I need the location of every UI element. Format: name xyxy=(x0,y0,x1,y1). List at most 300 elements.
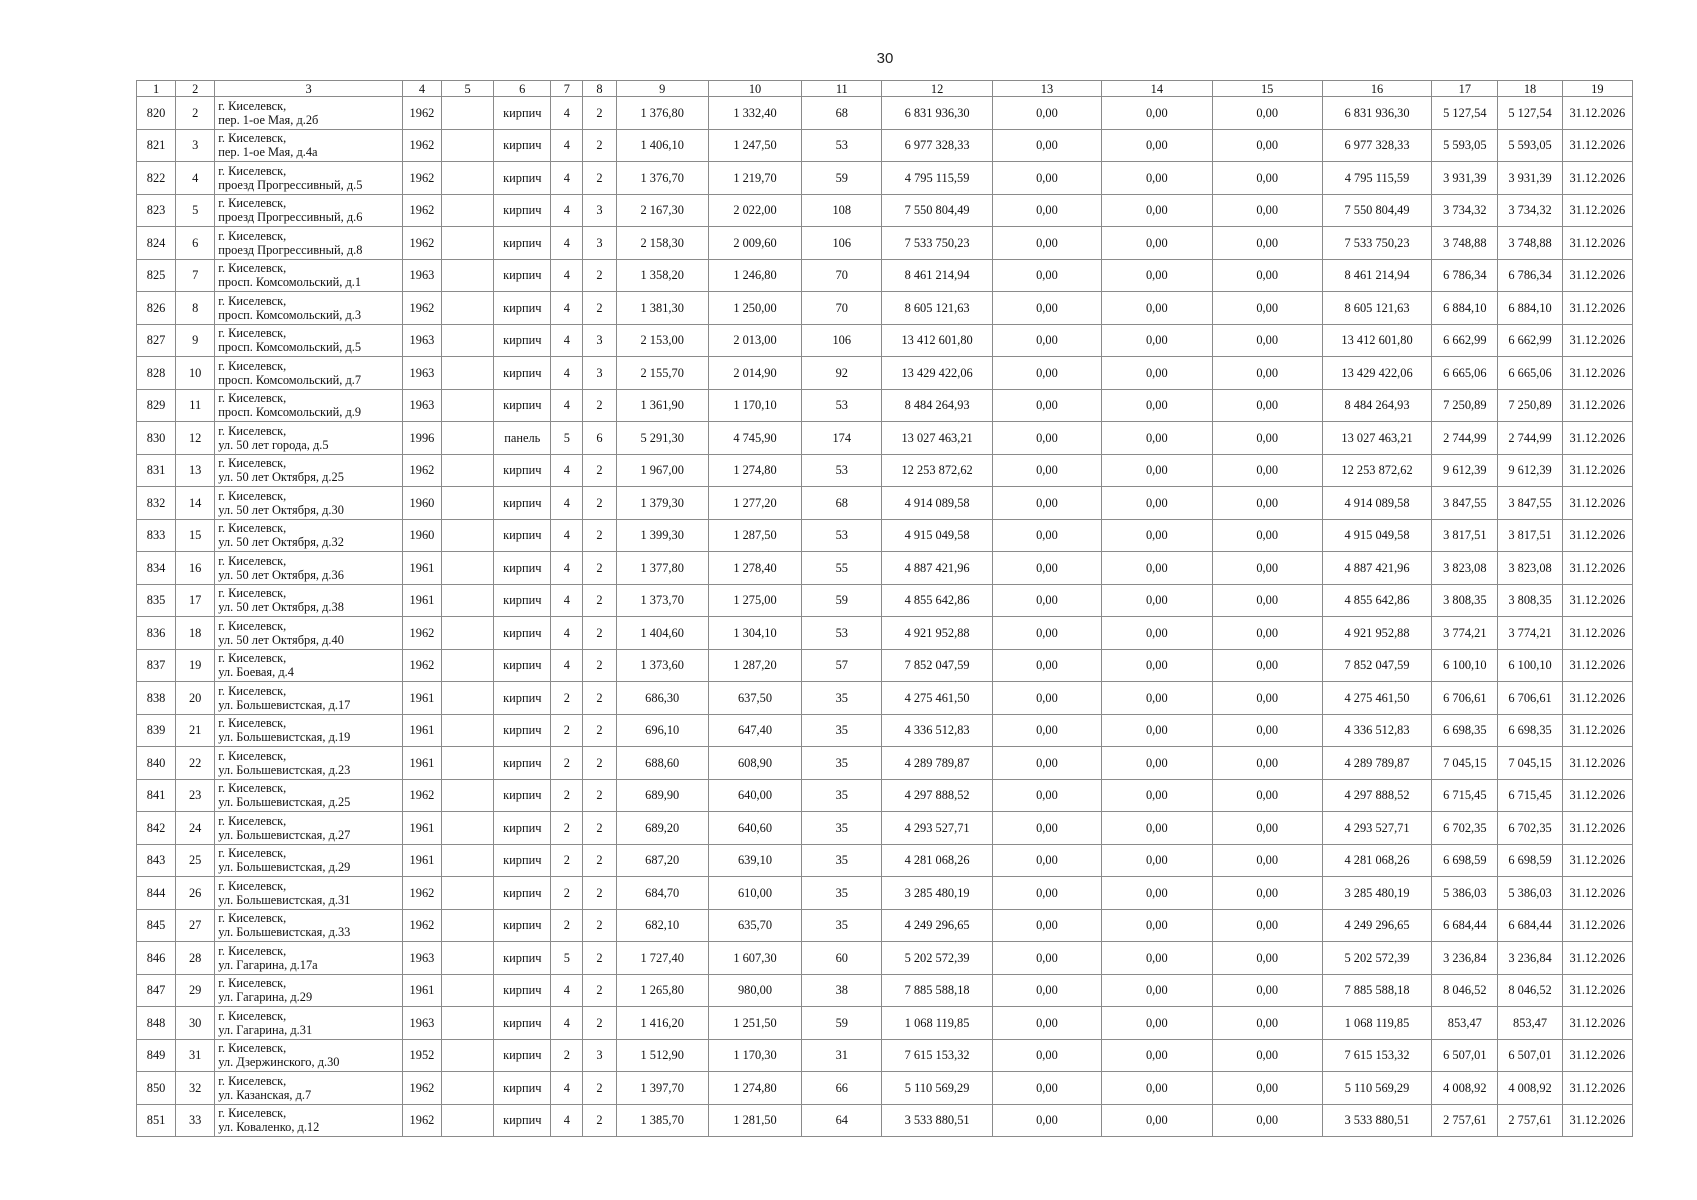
cell-residents: 53 xyxy=(802,389,882,422)
cell-entrances: 2 xyxy=(583,617,616,650)
cell-col-16: 5 202 572,39 xyxy=(1322,942,1431,975)
cell-floors: 4 xyxy=(551,649,583,682)
cell-col-18: 3 931,39 xyxy=(1498,162,1562,195)
cell-entrances: 2 xyxy=(583,259,616,292)
cell-area-total: 5 291,30 xyxy=(616,422,708,455)
cell-col-13: 0,00 xyxy=(992,1072,1101,1105)
cell-residents: 35 xyxy=(802,877,882,910)
cell-sub-number: 22 xyxy=(176,747,215,780)
cell-deadline: 31.12.2026 xyxy=(1562,649,1632,682)
cell-entrances: 6 xyxy=(583,422,616,455)
cell-deadline: 31.12.2026 xyxy=(1562,844,1632,877)
table-row xyxy=(137,487,1633,520)
cell-col-15: 0,00 xyxy=(1212,1072,1322,1105)
cell-sub-number: 20 xyxy=(176,682,215,715)
cell-col-14: 0,00 xyxy=(1102,519,1212,552)
cell-year: 1952 xyxy=(402,1039,441,1072)
table-row xyxy=(137,1007,1633,1040)
cell-cost-total: 3 285 480,19 xyxy=(882,877,992,910)
cell-address xyxy=(215,324,403,357)
cell-area-living: 1 170,30 xyxy=(708,1039,801,1072)
cell-col-16: 7 615 153,32 xyxy=(1322,1039,1431,1072)
cell-address xyxy=(215,1072,403,1105)
cell-sub-number: 25 xyxy=(176,844,215,877)
cell-year: 1963 xyxy=(402,259,441,292)
address-street: ул. Большевистская, д.33 xyxy=(218,925,351,940)
column-header-13: 13 xyxy=(992,81,1101,97)
column-header-18: 18 xyxy=(1498,81,1562,97)
cell-col-17: 3 823,08 xyxy=(1432,552,1498,585)
cell-address xyxy=(215,292,403,325)
cell-col-18: 2 757,61 xyxy=(1498,1104,1562,1137)
cell-year: 1963 xyxy=(402,942,441,975)
address-street: ул. 50 лет Октября, д.32 xyxy=(218,535,344,550)
cell-cost-total: 13 027 463,21 xyxy=(882,422,992,455)
cell-cost-total: 4 921 952,88 xyxy=(882,617,992,650)
cell-col-17: 6 507,01 xyxy=(1432,1039,1498,1072)
cell-address xyxy=(215,909,403,942)
cell-sub-number: 5 xyxy=(176,194,215,227)
address-street: просп. Комсомольский, д.5 xyxy=(218,340,362,355)
cell-area-total: 1 512,90 xyxy=(616,1039,708,1072)
cell-col-13: 0,00 xyxy=(992,649,1101,682)
table-row xyxy=(137,812,1633,845)
cell-entrances: 2 xyxy=(583,584,616,617)
address-street: ул. 50 лет Октября, д.30 xyxy=(218,502,344,517)
column-header-16: 16 xyxy=(1322,81,1431,97)
cell-col-5 xyxy=(442,1104,494,1137)
cell-floors: 2 xyxy=(551,877,583,910)
cell-floors: 5 xyxy=(551,422,583,455)
cell-col-18: 6 507,01 xyxy=(1498,1039,1562,1072)
cell-col-5 xyxy=(442,974,494,1007)
table-row xyxy=(137,649,1633,682)
cell-deadline: 31.12.2026 xyxy=(1562,422,1632,455)
cell-sub-number: 2 xyxy=(176,97,215,130)
cell-col-5 xyxy=(442,227,494,260)
cell-area-total: 1 404,60 xyxy=(616,617,708,650)
address-city: г. Киселевск, xyxy=(218,521,287,536)
cell-deadline: 31.12.2026 xyxy=(1562,682,1632,715)
cell-col-13: 0,00 xyxy=(992,357,1101,390)
cell-material: кирпич xyxy=(494,324,551,357)
cell-material: кирпич xyxy=(494,584,551,617)
cell-col-14: 0,00 xyxy=(1102,617,1212,650)
table-row xyxy=(137,974,1633,1007)
cell-col-18: 3 808,35 xyxy=(1498,584,1562,617)
cell-entrances: 2 xyxy=(583,714,616,747)
table-row xyxy=(137,877,1633,910)
cell-address xyxy=(215,227,403,260)
cell-sub-number: 6 xyxy=(176,227,215,260)
cell-col-15: 0,00 xyxy=(1212,357,1322,390)
cell-col-16: 4 275 461,50 xyxy=(1322,682,1431,715)
column-header-4: 4 xyxy=(402,81,441,97)
cell-col-14: 0,00 xyxy=(1102,227,1212,260)
cell-address xyxy=(215,617,403,650)
cell-col-18: 6 698,35 xyxy=(1498,714,1562,747)
cell-col-16: 4 914 089,58 xyxy=(1322,487,1431,520)
cell-floors: 4 xyxy=(551,292,583,325)
cell-deadline: 31.12.2026 xyxy=(1562,1039,1632,1072)
cell-year: 1963 xyxy=(402,357,441,390)
cell-material: кирпич xyxy=(494,487,551,520)
table-row xyxy=(137,292,1633,325)
cell-col-13: 0,00 xyxy=(992,682,1101,715)
table-row xyxy=(137,422,1633,455)
address-city: г. Киселевск, xyxy=(218,1008,287,1023)
cell-col-18: 6 698,59 xyxy=(1498,844,1562,877)
cell-col-15: 0,00 xyxy=(1212,974,1322,1007)
cell-col-13: 0,00 xyxy=(992,909,1101,942)
cell-col-18: 6 786,34 xyxy=(1498,259,1562,292)
cell-cost-total: 6 831 936,30 xyxy=(882,97,992,130)
cell-row-number: 837 xyxy=(137,649,176,682)
table-row xyxy=(137,129,1633,162)
cell-col-15: 0,00 xyxy=(1212,194,1322,227)
cell-col-5 xyxy=(442,129,494,162)
cell-area-total: 1 397,70 xyxy=(616,1072,708,1105)
cell-col-17: 3 734,32 xyxy=(1432,194,1498,227)
cell-cost-total: 4 914 089,58 xyxy=(882,487,992,520)
cell-year: 1963 xyxy=(402,1007,441,1040)
cell-material: кирпич xyxy=(494,942,551,975)
cell-floors: 4 xyxy=(551,617,583,650)
cell-area-total: 1 373,70 xyxy=(616,584,708,617)
cell-cost-total: 4 887 421,96 xyxy=(882,552,992,585)
cell-cost-total: 4 281 068,26 xyxy=(882,844,992,877)
cell-area-living: 1 246,80 xyxy=(708,259,801,292)
cell-col-17: 3 808,35 xyxy=(1432,584,1498,617)
cell-material: кирпич xyxy=(494,649,551,682)
address-city: г. Киселевск, xyxy=(218,943,287,958)
cell-year: 1960 xyxy=(402,487,441,520)
column-header-17: 17 xyxy=(1432,81,1498,97)
cell-deadline: 31.12.2026 xyxy=(1562,389,1632,422)
cell-col-17: 6 715,45 xyxy=(1432,779,1498,812)
cell-address xyxy=(215,259,403,292)
table-row xyxy=(137,552,1633,585)
cell-area-living: 1 287,50 xyxy=(708,519,801,552)
address-city: г. Киселевск, xyxy=(218,911,287,926)
column-header-1: 1 xyxy=(137,81,176,97)
cell-col-14: 0,00 xyxy=(1102,812,1212,845)
cell-col-18: 3 774,21 xyxy=(1498,617,1562,650)
cell-year: 1962 xyxy=(402,779,441,812)
cell-area-living: 1 274,80 xyxy=(708,1072,801,1105)
cell-col-5 xyxy=(442,162,494,195)
address-city: г. Киселевск, xyxy=(218,651,287,666)
cell-row-number: 832 xyxy=(137,487,176,520)
cell-col-18: 5 386,03 xyxy=(1498,877,1562,910)
address-street: ул. Большевистская, д.31 xyxy=(218,892,351,907)
cell-area-total: 682,10 xyxy=(616,909,708,942)
address-street: ул. Боевая, д.4 xyxy=(218,665,294,680)
cell-floors: 2 xyxy=(551,779,583,812)
cell-year: 1962 xyxy=(402,97,441,130)
cell-col-17: 3 931,39 xyxy=(1432,162,1498,195)
address-city: г. Киселевск, xyxy=(218,846,287,861)
address-street: ул. 50 лет Октября, д.36 xyxy=(218,567,344,582)
cell-residents: 35 xyxy=(802,909,882,942)
cell-col-5 xyxy=(442,259,494,292)
cell-col-13: 0,00 xyxy=(992,1104,1101,1137)
cell-area-living: 608,90 xyxy=(708,747,801,780)
cell-cost-total: 1 068 119,85 xyxy=(882,1007,992,1040)
table-row xyxy=(137,747,1633,780)
cell-deadline: 31.12.2026 xyxy=(1562,1104,1632,1137)
cell-col-17: 6 662,99 xyxy=(1432,324,1498,357)
cell-floors: 2 xyxy=(551,909,583,942)
address-street: ул. 50 лет Октября, д.25 xyxy=(218,470,344,485)
cell-entrances: 2 xyxy=(583,682,616,715)
cell-material: кирпич xyxy=(494,552,551,585)
cell-floors: 4 xyxy=(551,974,583,1007)
cell-floors: 5 xyxy=(551,942,583,975)
cell-residents: 35 xyxy=(802,844,882,877)
cell-address xyxy=(215,779,403,812)
table-row xyxy=(137,844,1633,877)
cell-col-16: 4 921 952,88 xyxy=(1322,617,1431,650)
cell-col-5 xyxy=(442,422,494,455)
cell-area-total: 696,10 xyxy=(616,714,708,747)
cell-cost-total: 8 605 121,63 xyxy=(882,292,992,325)
cell-deadline: 31.12.2026 xyxy=(1562,324,1632,357)
cell-col-5 xyxy=(442,552,494,585)
cell-row-number: 843 xyxy=(137,844,176,877)
cell-sub-number: 4 xyxy=(176,162,215,195)
cell-entrances: 2 xyxy=(583,487,616,520)
cell-material: панель xyxy=(494,422,551,455)
cell-year: 1962 xyxy=(402,877,441,910)
cell-year: 1961 xyxy=(402,812,441,845)
cell-residents: 57 xyxy=(802,649,882,682)
cell-col-14: 0,00 xyxy=(1102,584,1212,617)
cell-entrances: 2 xyxy=(583,1072,616,1105)
cell-entrances: 2 xyxy=(583,974,616,1007)
cell-col-17: 7 250,89 xyxy=(1432,389,1498,422)
cell-cost-total: 4 293 527,71 xyxy=(882,812,992,845)
address-city: г. Киселевск, xyxy=(218,976,287,991)
cell-material: кирпич xyxy=(494,1104,551,1137)
cell-col-14: 0,00 xyxy=(1102,162,1212,195)
cell-address xyxy=(215,1007,403,1040)
cell-area-total: 1 379,30 xyxy=(616,487,708,520)
table-row xyxy=(137,389,1633,422)
address-city: г. Киселевск, xyxy=(218,683,287,698)
cell-col-17: 6 786,34 xyxy=(1432,259,1498,292)
cell-area-total: 2 158,30 xyxy=(616,227,708,260)
cell-sub-number: 16 xyxy=(176,552,215,585)
table-row xyxy=(137,227,1633,260)
cell-col-13: 0,00 xyxy=(992,519,1101,552)
table-row xyxy=(137,909,1633,942)
cell-col-14: 0,00 xyxy=(1102,714,1212,747)
cell-col-5 xyxy=(442,779,494,812)
cell-residents: 108 xyxy=(802,194,882,227)
address-city: г. Киселевск, xyxy=(218,261,287,276)
cell-area-total: 1 358,20 xyxy=(616,259,708,292)
cell-col-15: 0,00 xyxy=(1212,552,1322,585)
cell-col-16: 5 110 569,29 xyxy=(1322,1072,1431,1105)
cell-col-17: 3 847,55 xyxy=(1432,487,1498,520)
cell-entrances: 2 xyxy=(583,1007,616,1040)
cell-col-17: 6 706,61 xyxy=(1432,682,1498,715)
cell-year: 1962 xyxy=(402,617,441,650)
cell-col-14: 0,00 xyxy=(1102,454,1212,487)
address-city: г. Киселевск, xyxy=(218,293,287,308)
cell-col-18: 6 706,61 xyxy=(1498,682,1562,715)
cell-material: кирпич xyxy=(494,747,551,780)
cell-residents: 35 xyxy=(802,682,882,715)
cell-material: кирпич xyxy=(494,909,551,942)
cell-row-number: 835 xyxy=(137,584,176,617)
cell-material: кирпич xyxy=(494,162,551,195)
cell-year: 1961 xyxy=(402,552,441,585)
cell-col-5 xyxy=(442,714,494,747)
cell-col-14: 0,00 xyxy=(1102,1007,1212,1040)
cell-row-number: 822 xyxy=(137,162,176,195)
cell-col-18: 6 884,10 xyxy=(1498,292,1562,325)
cell-sub-number: 23 xyxy=(176,779,215,812)
cell-col-17: 4 008,92 xyxy=(1432,1072,1498,1105)
cell-entrances: 3 xyxy=(583,194,616,227)
cell-row-number: 836 xyxy=(137,617,176,650)
cell-col-15: 0,00 xyxy=(1212,97,1322,130)
cell-floors: 4 xyxy=(551,1104,583,1137)
cell-material: кирпич xyxy=(494,389,551,422)
cell-year: 1961 xyxy=(402,584,441,617)
address-city: г. Киселевск, xyxy=(218,716,287,731)
cell-col-13: 0,00 xyxy=(992,259,1101,292)
cell-col-18: 6 100,10 xyxy=(1498,649,1562,682)
cell-sub-number: 14 xyxy=(176,487,215,520)
cell-col-14: 0,00 xyxy=(1102,259,1212,292)
cell-col-5 xyxy=(442,844,494,877)
cell-area-total: 1 377,80 xyxy=(616,552,708,585)
cell-residents: 35 xyxy=(802,714,882,747)
cell-col-18: 5 127,54 xyxy=(1498,97,1562,130)
cell-col-18: 853,47 xyxy=(1498,1007,1562,1040)
cell-area-living: 1 287,20 xyxy=(708,649,801,682)
cell-row-number: 848 xyxy=(137,1007,176,1040)
cell-col-14: 0,00 xyxy=(1102,877,1212,910)
address-city: г. Киселевск, xyxy=(218,1106,287,1121)
cell-deadline: 31.12.2026 xyxy=(1562,162,1632,195)
cell-floors: 4 xyxy=(551,1007,583,1040)
cell-row-number: 823 xyxy=(137,194,176,227)
cell-floors: 2 xyxy=(551,812,583,845)
cell-area-total: 1 265,80 xyxy=(616,974,708,1007)
cell-col-15: 0,00 xyxy=(1212,617,1322,650)
cell-residents: 106 xyxy=(802,324,882,357)
cell-year: 1961 xyxy=(402,747,441,780)
cell-material: кирпич xyxy=(494,844,551,877)
table-row xyxy=(137,1104,1633,1137)
cell-sub-number: 15 xyxy=(176,519,215,552)
cell-cost-total: 4 289 789,87 xyxy=(882,747,992,780)
address-street: ул. Коваленко, д.12 xyxy=(218,1120,320,1135)
address-city: г. Киселевск, xyxy=(218,228,287,243)
column-number-header-row xyxy=(137,81,1633,97)
cell-col-17: 6 698,35 xyxy=(1432,714,1498,747)
cell-address xyxy=(215,1039,403,1072)
cell-col-16: 7 550 804,49 xyxy=(1322,194,1431,227)
cell-sub-number: 26 xyxy=(176,877,215,910)
cell-col-5 xyxy=(442,324,494,357)
cell-col-15: 0,00 xyxy=(1212,1007,1322,1040)
cell-col-18: 6 662,99 xyxy=(1498,324,1562,357)
cell-deadline: 31.12.2026 xyxy=(1562,292,1632,325)
cell-row-number: 833 xyxy=(137,519,176,552)
cell-col-15: 0,00 xyxy=(1212,812,1322,845)
address-street: ул. Большевистская, д.27 xyxy=(218,827,351,842)
cell-col-15: 0,00 xyxy=(1212,1104,1322,1137)
address-city: г. Киселевск, xyxy=(218,196,287,211)
address-street: ул. Гагарина, д.29 xyxy=(218,990,313,1005)
cell-deadline: 31.12.2026 xyxy=(1562,1007,1632,1040)
cell-address xyxy=(215,942,403,975)
table-row xyxy=(137,1039,1633,1072)
cell-col-5 xyxy=(442,747,494,780)
cell-material: кирпич xyxy=(494,974,551,1007)
cell-col-17: 2 744,99 xyxy=(1432,422,1498,455)
cell-deadline: 31.12.2026 xyxy=(1562,714,1632,747)
address-street: пер. 1-ое Мая, д.2б xyxy=(218,112,319,127)
cell-cost-total: 13 429 422,06 xyxy=(882,357,992,390)
cell-year: 1961 xyxy=(402,682,441,715)
address-city: г. Киселевск, xyxy=(218,423,287,438)
column-header-9: 9 xyxy=(616,81,708,97)
cell-material: кирпич xyxy=(494,292,551,325)
cell-deadline: 31.12.2026 xyxy=(1562,194,1632,227)
cell-sub-number: 12 xyxy=(176,422,215,455)
cell-deadline: 31.12.2026 xyxy=(1562,747,1632,780)
address-city: г. Киселевск, xyxy=(218,163,287,178)
cell-col-17: 6 884,10 xyxy=(1432,292,1498,325)
cell-deadline: 31.12.2026 xyxy=(1562,974,1632,1007)
table-row xyxy=(137,617,1633,650)
cell-col-17: 5 127,54 xyxy=(1432,97,1498,130)
cell-material: кирпич xyxy=(494,194,551,227)
address-city: г. Киселевск, xyxy=(218,326,287,341)
cell-residents: 59 xyxy=(802,584,882,617)
cell-material: кирпич xyxy=(494,682,551,715)
cell-material: кирпич xyxy=(494,779,551,812)
cell-col-13: 0,00 xyxy=(992,194,1101,227)
cell-entrances: 2 xyxy=(583,844,616,877)
cell-row-number: 839 xyxy=(137,714,176,747)
cell-col-5 xyxy=(442,1072,494,1105)
cell-row-number: 842 xyxy=(137,812,176,845)
cell-area-living: 637,50 xyxy=(708,682,801,715)
cell-col-17: 3 748,88 xyxy=(1432,227,1498,260)
cell-col-15: 0,00 xyxy=(1212,422,1322,455)
table-row xyxy=(137,779,1633,812)
cell-col-18: 3 748,88 xyxy=(1498,227,1562,260)
cell-col-15: 0,00 xyxy=(1212,519,1322,552)
cell-floors: 4 xyxy=(551,259,583,292)
cell-col-13: 0,00 xyxy=(992,422,1101,455)
cell-year: 1962 xyxy=(402,162,441,195)
column-header-8: 8 xyxy=(583,81,616,97)
cell-deadline: 31.12.2026 xyxy=(1562,129,1632,162)
cell-floors: 4 xyxy=(551,487,583,520)
address-city: г. Киселевск, xyxy=(218,131,287,146)
cell-floors: 2 xyxy=(551,1039,583,1072)
cell-address xyxy=(215,97,403,130)
cell-area-total: 1 385,70 xyxy=(616,1104,708,1137)
